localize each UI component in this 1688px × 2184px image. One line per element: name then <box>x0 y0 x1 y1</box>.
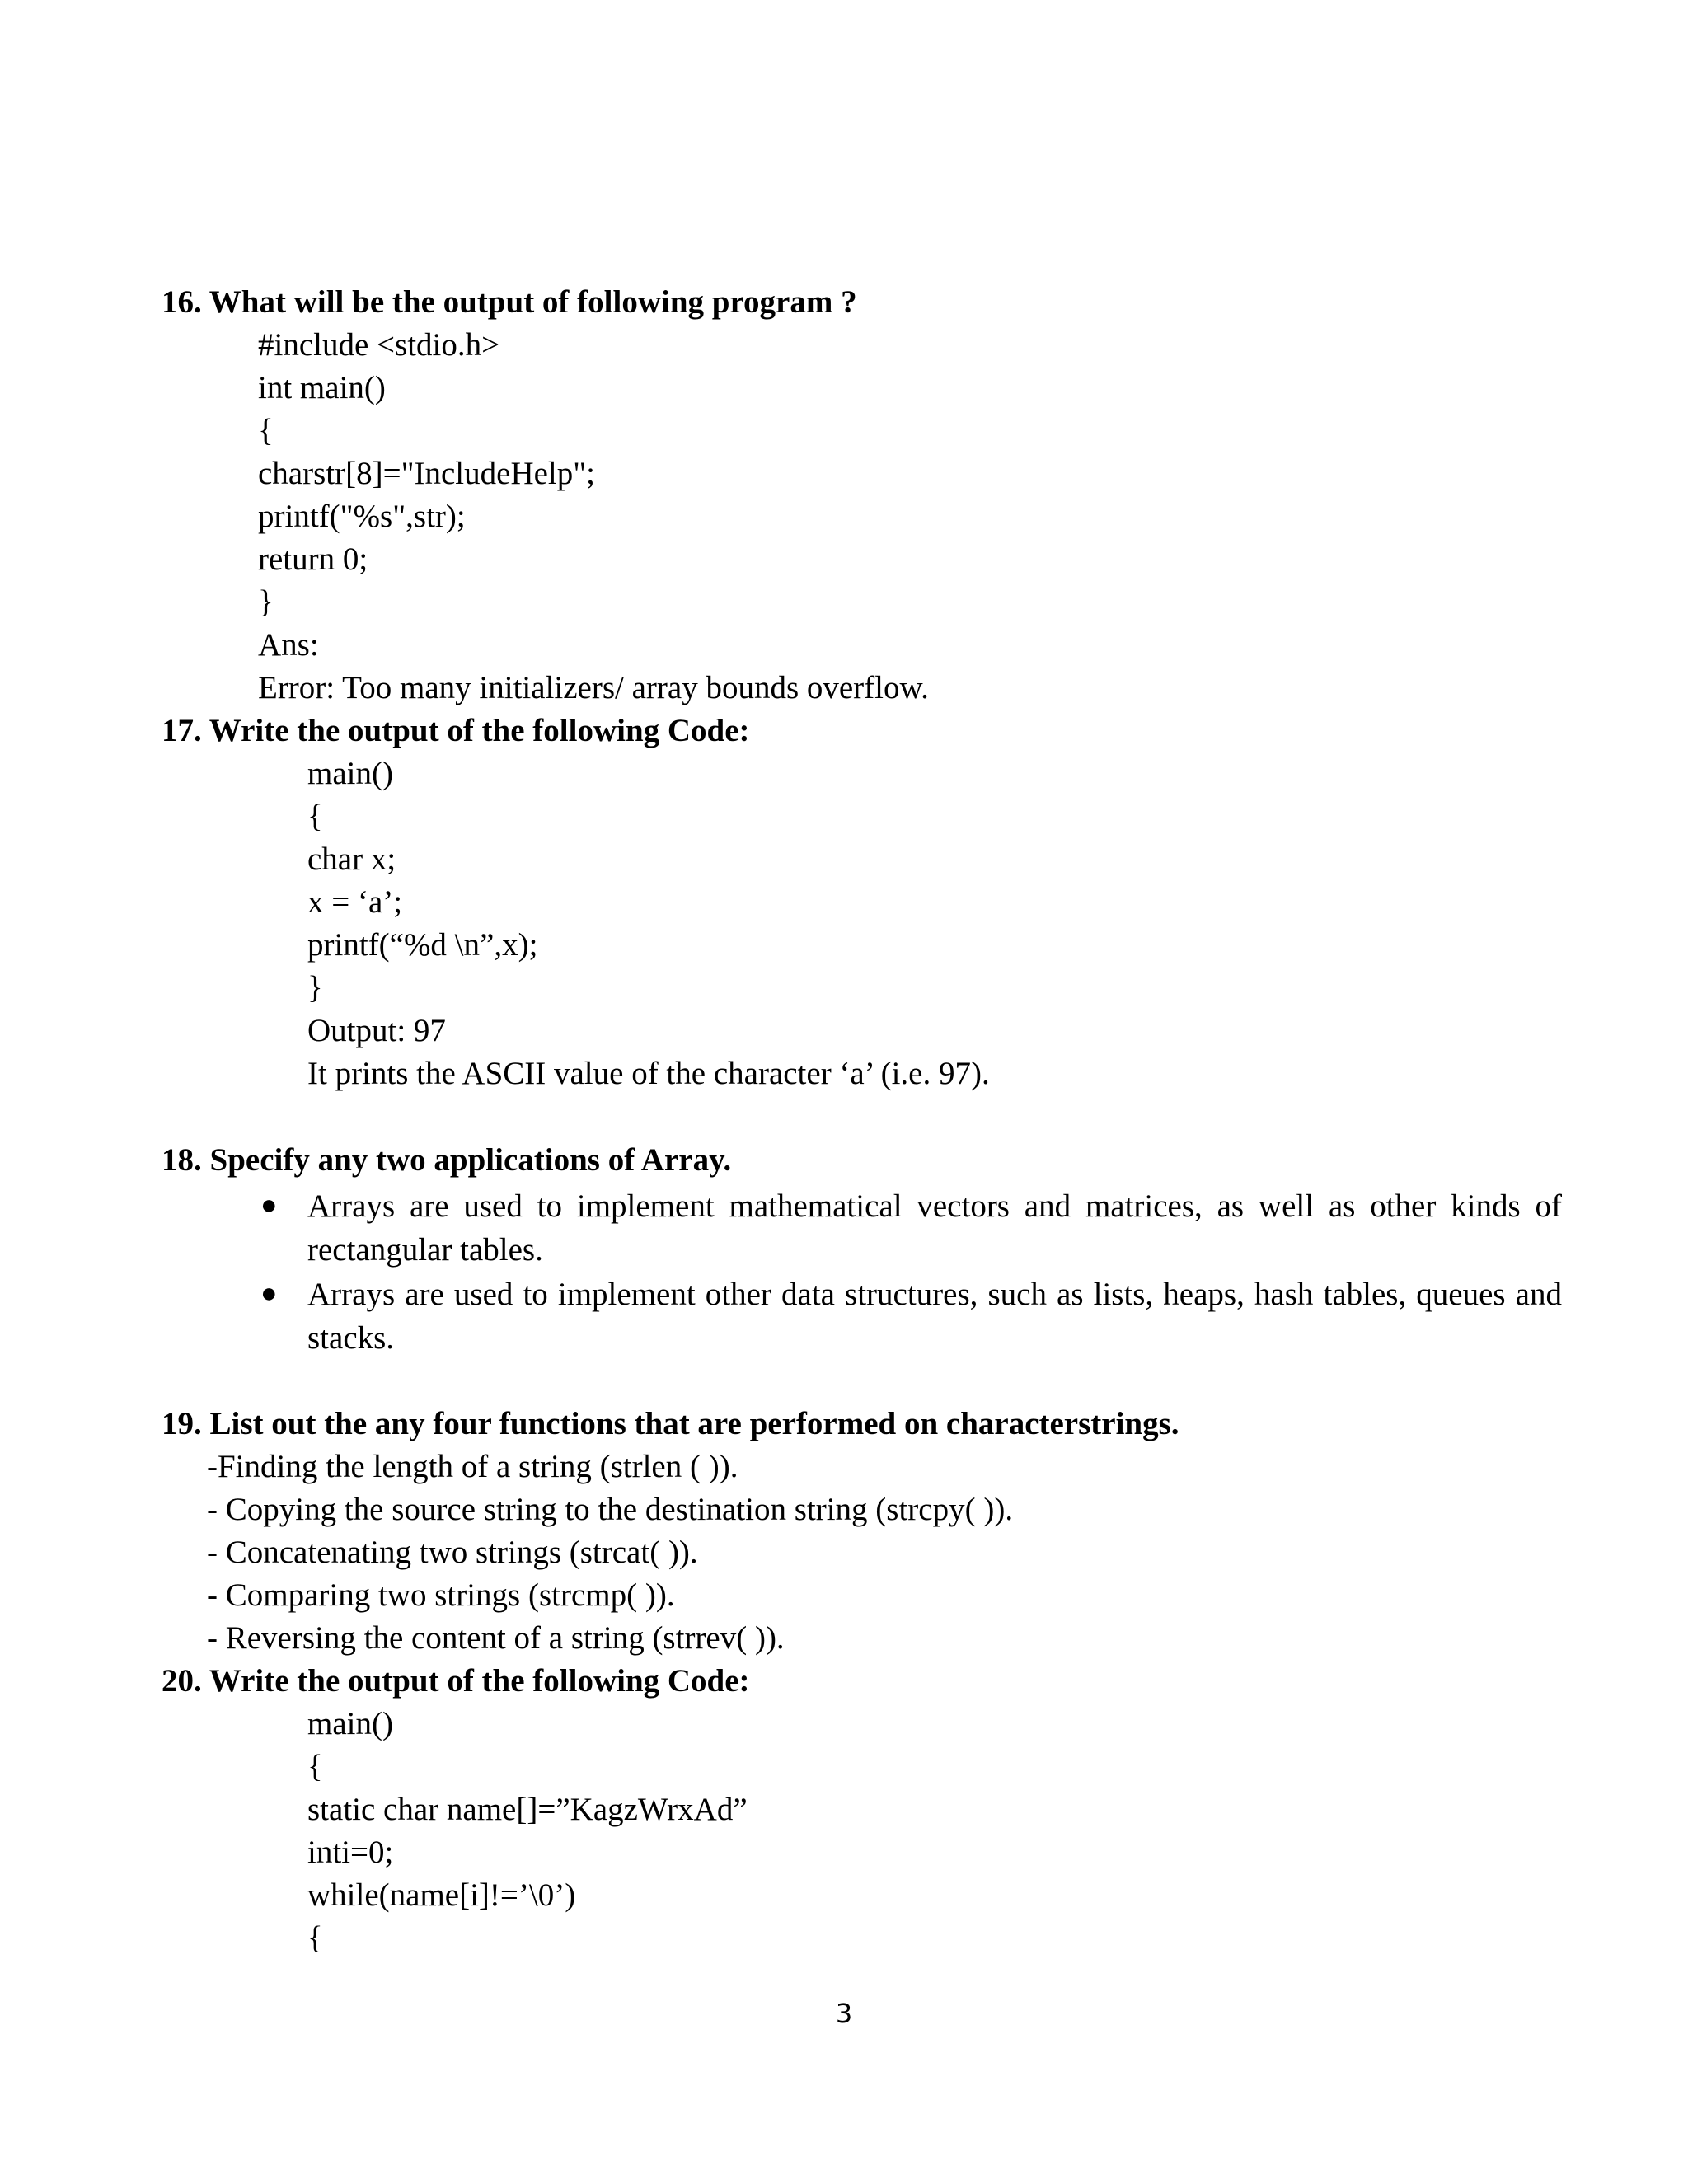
q19-item: - Concatenating two strings (strcat( )). <box>207 1535 698 1570</box>
q19-item: - Copying the source string to the destination string (strcpy( )). <box>207 1492 1014 1527</box>
question-19-title: 19. List out the any four functions that are performed on characterstrings. <box>162 1406 1179 1441</box>
q16-code-line: return 0; <box>258 541 368 577</box>
q17-code-line: char x; <box>307 841 396 877</box>
q20-code-line: static char name[]=”KagzWrxAd” <box>307 1792 748 1827</box>
q16-code-line: int main() <box>258 370 386 405</box>
q16-answer: Error: Too many initializers/ array bounds overflow. <box>258 670 929 705</box>
q18-item: Arrays are used to implement mathematical vectors and matrices, as well as other kinds of rectangular tables. <box>307 1188 1562 1268</box>
q20-code-line: { <box>307 1749 323 1784</box>
q20-code-line: while(name[i]!=’\0’) <box>307 1877 576 1913</box>
q19-item: - Reversing the content of a string (strrev( )). <box>207 1620 785 1656</box>
q16-code-line: { <box>258 413 274 448</box>
q17-code-line: x = ‘a’; <box>307 884 403 920</box>
q17-output: Output: 97 <box>307 1013 446 1048</box>
q16-code-line: printf("%s",str); <box>258 499 466 534</box>
q19-item: - Comparing two strings (strcmp( )). <box>207 1577 675 1613</box>
q18-item: Arrays are used to implement other data structures, such as lists, heaps, hash tables, queues and stacks. <box>307 1277 1562 1356</box>
q17-code-line: } <box>307 970 323 1005</box>
q16-code-line: charstr[8]="IncludeHelp"; <box>258 456 596 491</box>
q20-code-line: inti=0; <box>307 1835 394 1870</box>
question-16-title: 16. What will be the output of following program ? <box>162 284 857 320</box>
q16-code-line: } <box>258 584 274 620</box>
q19-item: -Finding the length of a string (strlen ( )). <box>207 1449 738 1484</box>
q16-answer-label: Ans: <box>258 627 319 663</box>
q20-code-line: { <box>307 1920 323 1956</box>
question-18-title: 18. Specify any two applications of Array. <box>162 1142 732 1178</box>
q17-code-line: { <box>307 799 323 834</box>
q17-explanation: It prints the ASCII value of the character ‘a’ (i.e. 97). <box>307 1056 990 1091</box>
bullet-icon: ● <box>260 1190 278 1221</box>
bullet-icon: ● <box>260 1278 278 1309</box>
question-20-title: 20. Write the output of the following Code: <box>162 1663 750 1699</box>
question-17-title: 17. Write the output of the following Code: <box>162 713 750 748</box>
page-number: 3 <box>835 1998 853 2029</box>
q20-code-line: main() <box>307 1706 393 1741</box>
q17-code-line: main() <box>307 756 393 791</box>
q16-code-line: #include <stdio.h> <box>258 327 500 363</box>
q17-code-line: printf(“%d \n”,x); <box>307 927 538 963</box>
